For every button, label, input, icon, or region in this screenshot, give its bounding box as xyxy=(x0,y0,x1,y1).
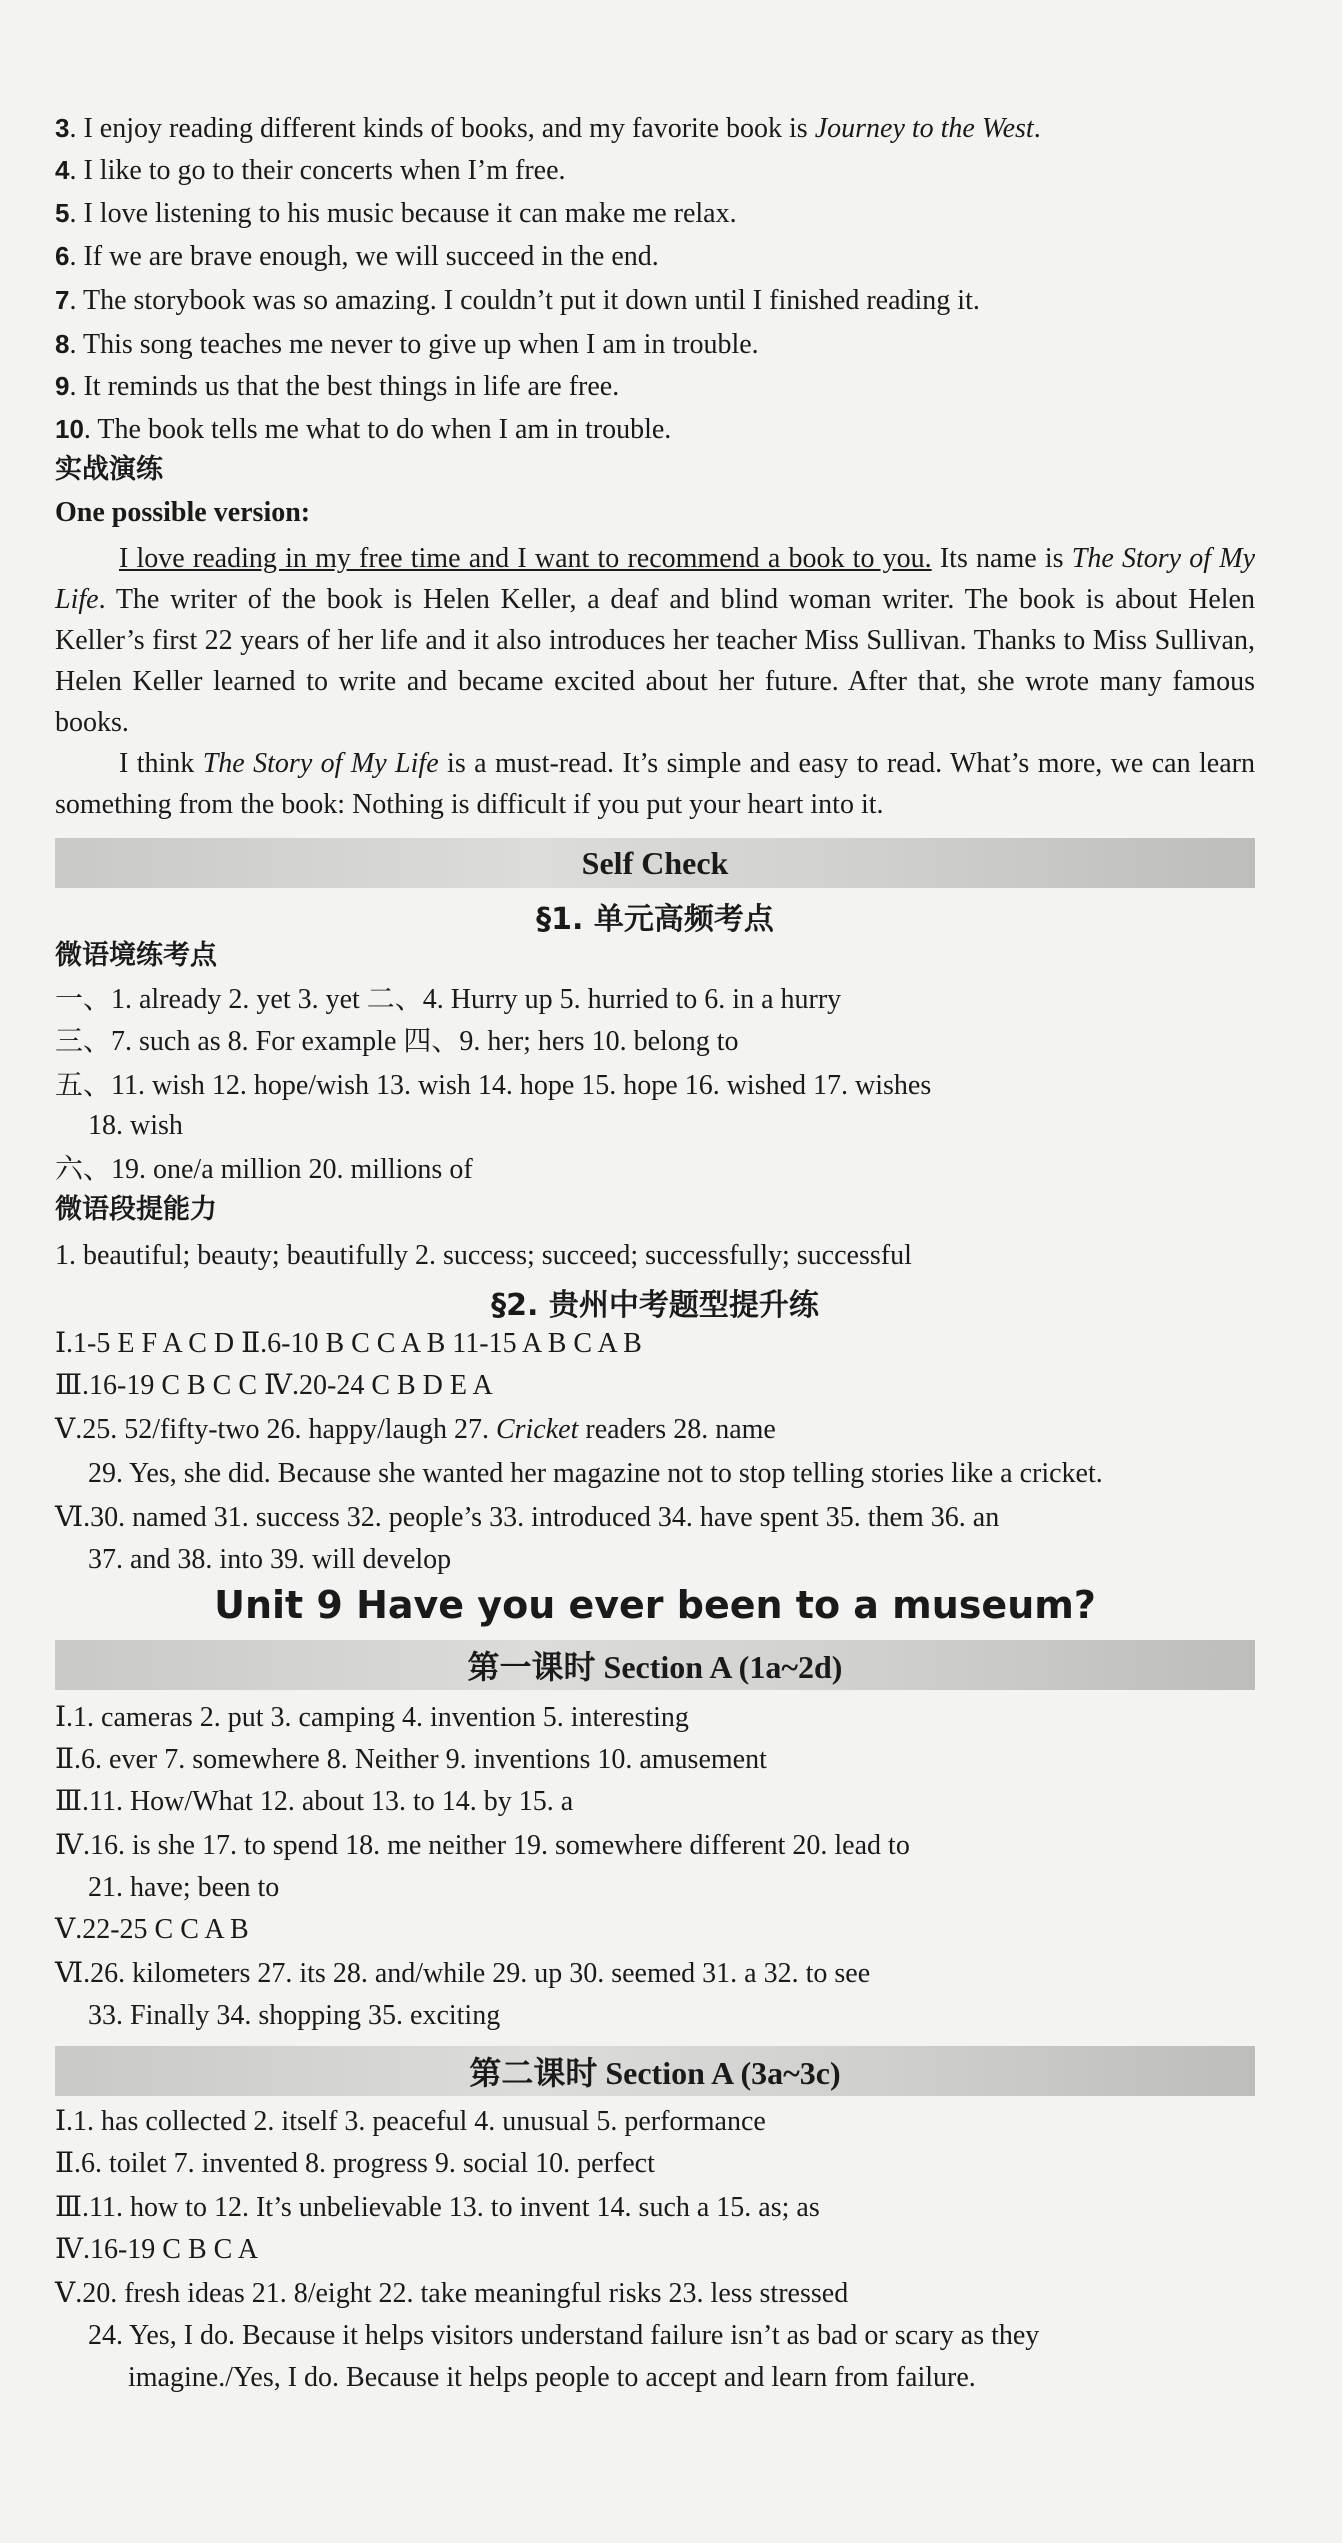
unit-title: Unit 9 Have you ever been to a museum? xyxy=(214,1583,1096,1627)
item-3: 3. I enjoy reading different kinds of books, and my favorite book is Journey to the West. xyxy=(55,113,1041,144)
answer-row: Ⅰ.1-5 E F A C D Ⅱ.6-10 B C C A B 11-15 A B C A B xyxy=(55,1328,642,1359)
answer-row: 六、19. one/a million 20. millions of xyxy=(55,1154,473,1185)
essay xyxy=(55,538,1255,825)
section-1-sub-1: 微语境练考点 xyxy=(55,940,217,971)
section-2-title: §2. 贵州中考题型提升练 xyxy=(491,1288,819,1323)
item-8: 8. This song teaches me never to give up when I am in trouble. xyxy=(55,329,759,360)
answer-row: 29. Yes, she did. Because she wanted her magazine not to stop telling stories like a cricket. xyxy=(88,1458,1103,1489)
answer-row: imagine./Yes, I do. Because it helps people to accept and learn from failure. xyxy=(128,2362,976,2393)
answer-row: 33. Finally 34. shopping 35. exciting xyxy=(88,2000,501,2031)
item-4: 4. I like to go to their concerts when I’m free. xyxy=(55,155,566,186)
answer-row: Ⅰ.1. has collected 2. itself 3. peaceful 4. unusual 5. performance xyxy=(55,2106,766,2137)
item-6: 6. If we are brave enough, we will succeed in the end. xyxy=(55,241,659,272)
item-5: 5. I love listening to his music because it can make me relax. xyxy=(55,198,737,229)
answer-row: Ⅴ.20. fresh ideas 21. 8/eight 22. take meaningful risks 23. less stressed xyxy=(55,2278,849,2309)
lesson-1-banner: 第一课时 Section A (1a~2d) xyxy=(55,1640,1255,1690)
answer-row: Ⅵ.30. named 31. success 32. people’s 33. introduced 34. have spent 35. them 36. an xyxy=(55,1502,1000,1533)
essay-paragraph-1: I love reading in my free time and I want to recommend a book to you. Its name is The Story of My Life. The writer of the book is Helen Keller, a deaf and blind woman writer. The book is about Helen Keller’s first 22 years of her life and it also introduces her teacher Miss Sullivan. Thanks to Miss Sullivan, Helen Keller learned to write and became excited about her future. After that, she wrote many famous books. xyxy=(55,543,1255,738)
answer-row: 三、7. such as 8. For example 四、9. her; hers 10. belong to xyxy=(55,1026,739,1057)
answer-row: Ⅲ.11. how to 12. It’s unbelievable 13. to invent 14. such a 15. as; as xyxy=(55,2192,820,2223)
answer-row: 37. and 38. into 39. will develop xyxy=(88,1544,452,1575)
answer-row: 21. have; been to xyxy=(88,1872,280,1903)
self-check-banner: Self Check xyxy=(55,838,1255,888)
section-1-sub-2: 微语段提能力 xyxy=(55,1194,217,1225)
item-7: 7. The storybook was so amazing. I couldn’t put it down until I finished reading it. xyxy=(55,285,980,316)
item-9: 9. It reminds us that the best things in life are free. xyxy=(55,371,620,402)
answer-row: Ⅱ.6. ever 7. somewhere 8. Neither 9. inventions 10. amusement xyxy=(55,1744,767,1775)
answer-row: Ⅵ.26. kilometers 27. its 28. and/while 29. up 30. seemed 31. a 32. to see xyxy=(55,1958,871,1989)
item-10: 10. The book tells me what to do when I am in trouble. xyxy=(55,414,672,445)
answer-row: 18. wish xyxy=(88,1110,183,1141)
answer-row: 1. beautiful; beauty; beautifully 2. success; succeed; successfully; successful xyxy=(55,1240,912,1271)
answer-row: Ⅰ.1. cameras 2. put 3. camping 4. invention 5. interesting xyxy=(55,1702,689,1733)
practice-heading: 实战演练 xyxy=(55,454,163,485)
version-label: One possible version: xyxy=(55,497,311,528)
essay-paragraph-2: I think The Story of My Life is a must-read. It’s simple and easy to read. What’s more, we can learn something from the book: Nothing is difficult if you put your heart into it. xyxy=(55,748,1255,820)
lesson-2-banner: 第二课时 Section A (3a~3c) xyxy=(55,2046,1255,2096)
answer-row: Ⅲ.16-19 C B C C Ⅳ.20-24 C B D E A xyxy=(55,1370,493,1401)
answer-row: Ⅴ.22-25 C C A B xyxy=(55,1914,249,1945)
answer-row: 24. Yes, I do. Because it helps visitors understand failure isn’t as bad or scary as they xyxy=(88,2320,1040,2351)
answer-row: Ⅴ.25. 52/fifty-two 26. happy/laugh 27. Cricket readers 28. name xyxy=(55,1414,776,1445)
answer-row: 五、11. wish 12. hope/wish 13. wish 14. hope 15. hope 16. wished 17. wishes xyxy=(55,1070,932,1101)
answer-row: Ⅳ.16-19 C B C A xyxy=(55,2234,258,2265)
answer-row: Ⅱ.6. toilet 7. invented 8. progress 9. social 10. perfect xyxy=(55,2148,655,2179)
section-1-title: §1. 单元高频考点 xyxy=(536,902,774,937)
answer-row: 一、1. already 2. yet 3. yet 二、4. Hurry up 5. hurried to 6. in a hurry xyxy=(55,984,842,1015)
answer-row: Ⅲ.11. How/What 12. about 13. to 14. by 15. a xyxy=(55,1786,574,1817)
answer-row: Ⅳ.16. is she 17. to spend 18. me neither 19. somewhere different 20. lead to xyxy=(55,1830,910,1861)
